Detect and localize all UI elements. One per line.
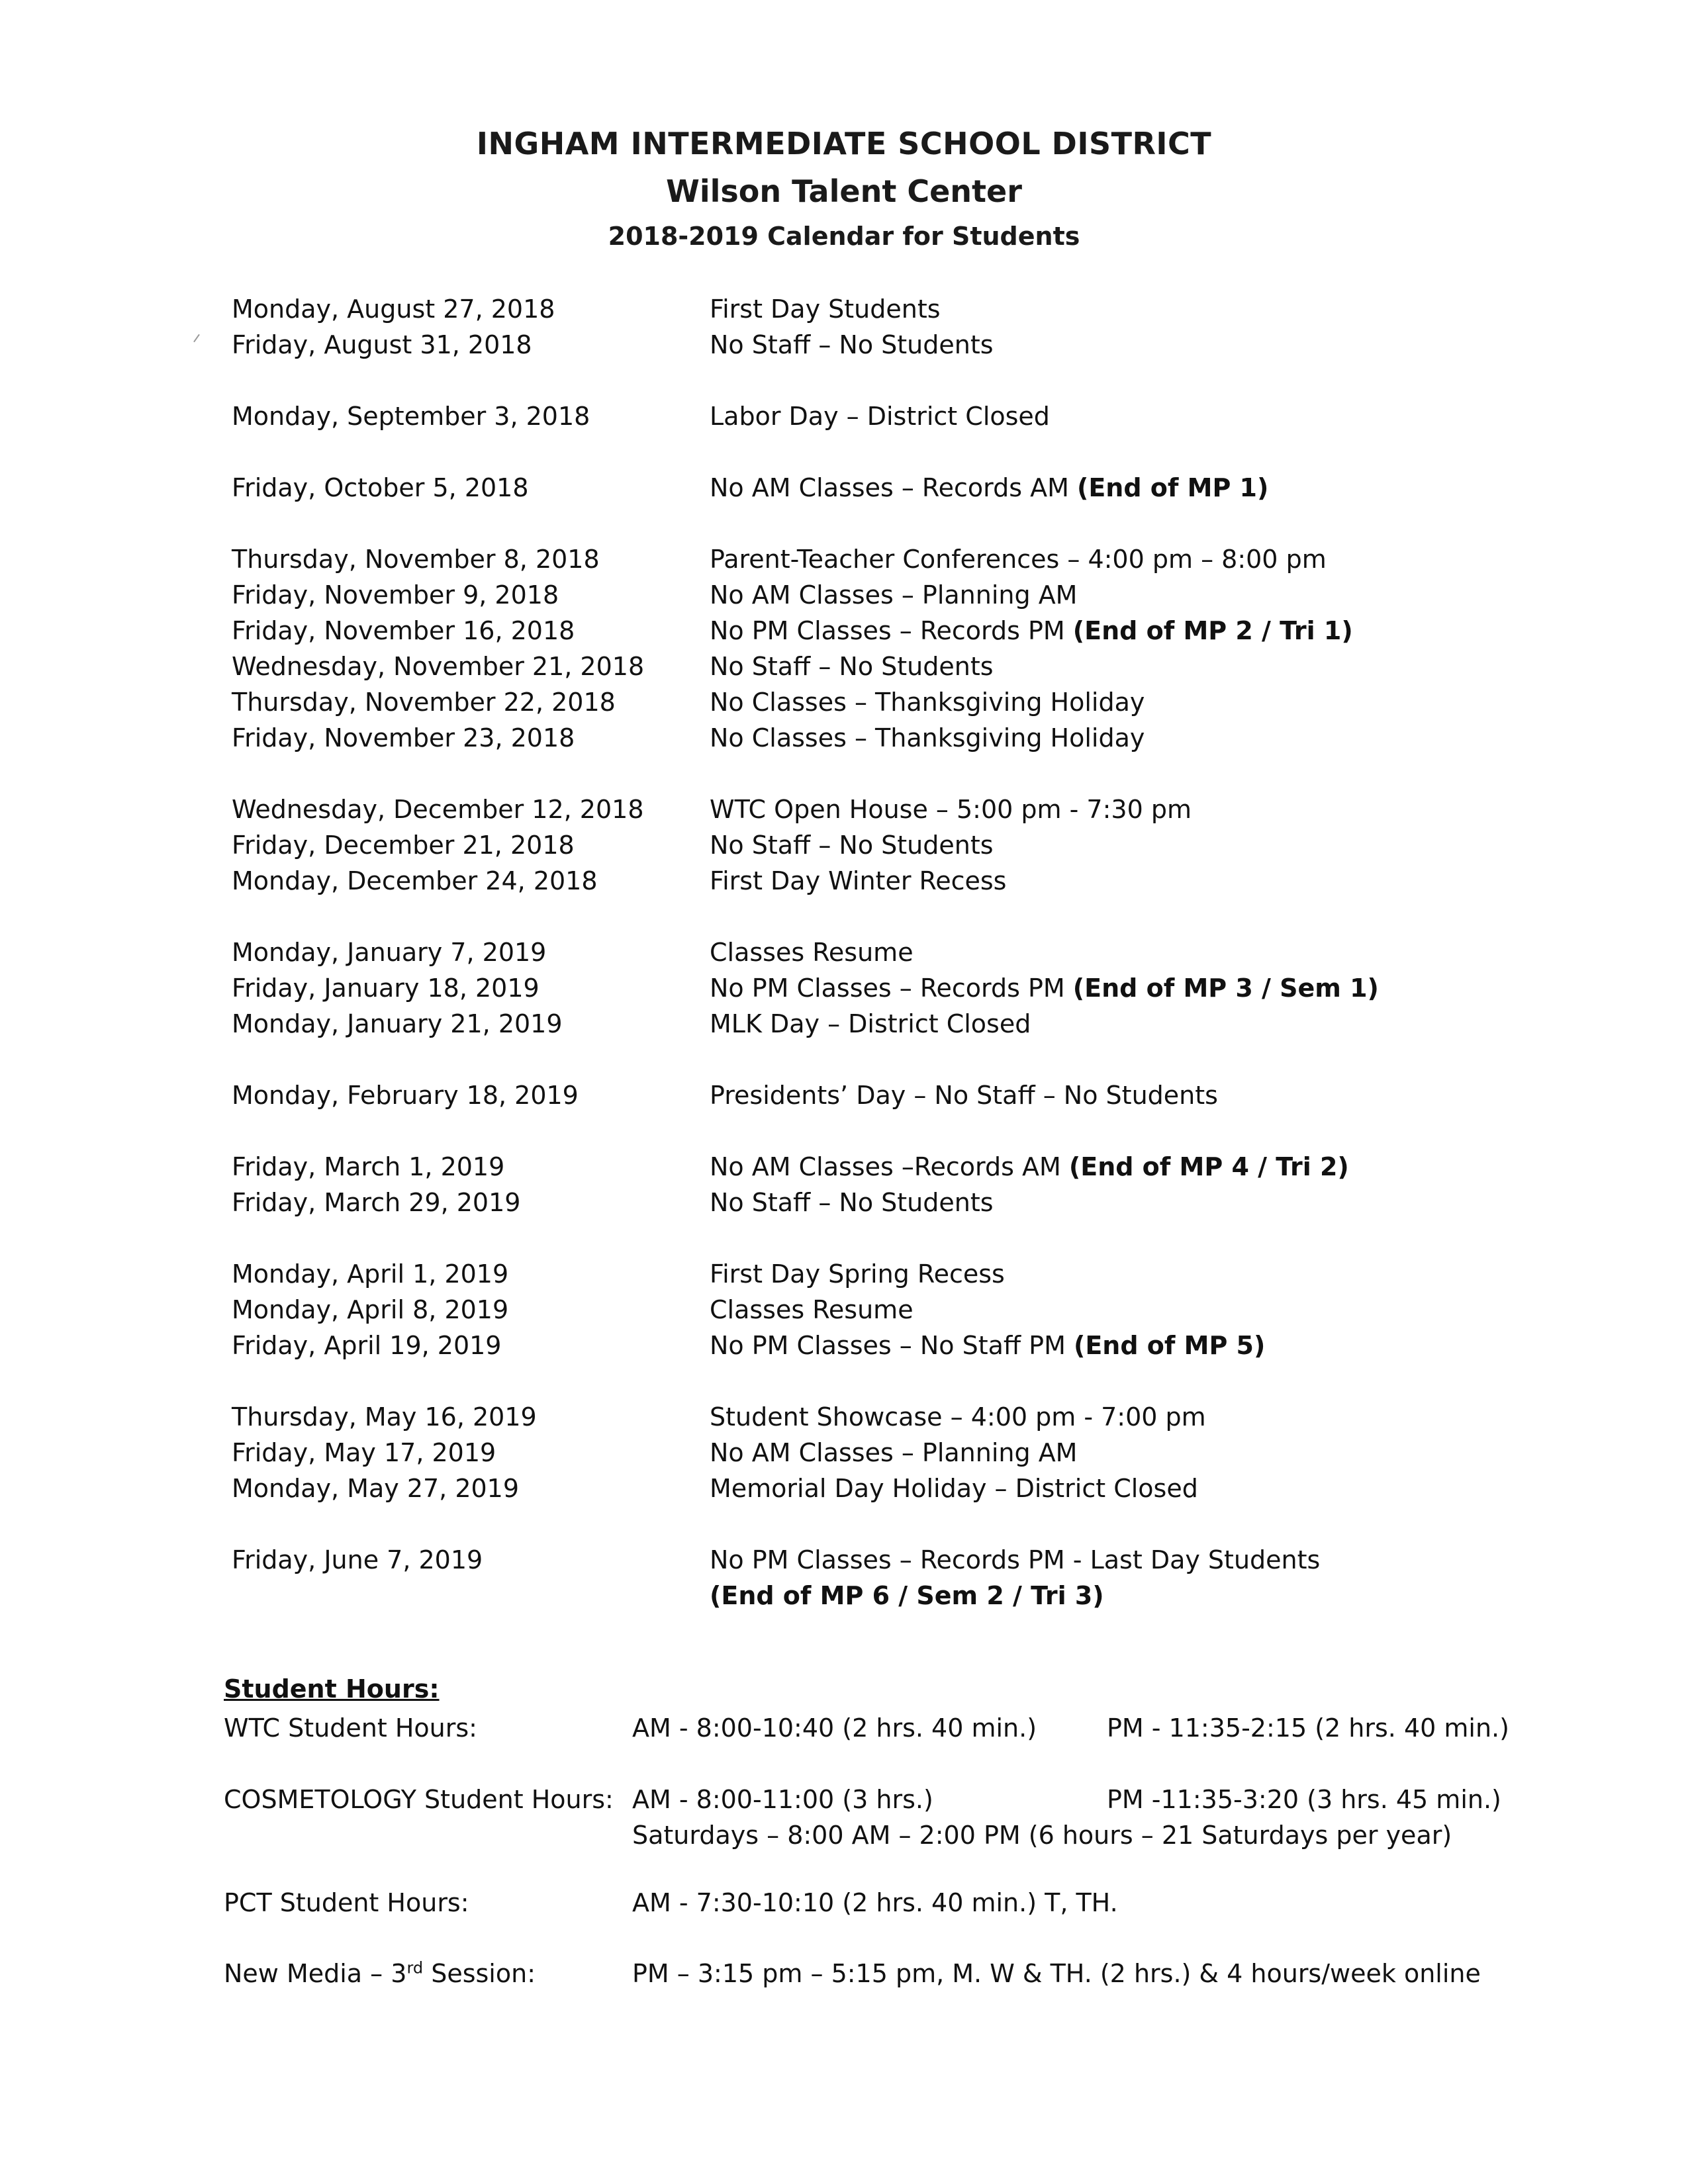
event-date: Friday, June 7, 2019	[232, 1545, 483, 1574]
event-date: Friday, January 18, 2019	[232, 974, 539, 1003]
event-group	[0, 1542, 1688, 1614]
event-date: Thursday, November 22, 2018	[232, 688, 616, 717]
new-media-label-suffix: Session:	[423, 1959, 536, 1988]
event-date: Wednesday, November 21, 2018	[232, 652, 645, 681]
event-row	[0, 1149, 1688, 1185]
event-row	[0, 613, 1688, 649]
event-description-text: Memorial Day Holiday – District Closed	[710, 1474, 1198, 1503]
event-date: Friday, March 29, 2019	[232, 1188, 521, 1217]
cosmetology-hours-label: COSMETOLOGY Student Hours:	[224, 1785, 614, 1814]
wtc-am-hours: AM - 8:00-10:40 (2 hrs. 40 min.)	[632, 1713, 1037, 1743]
event-group	[0, 1399, 1688, 1506]
events-list	[0, 291, 1688, 1649]
event-description-text: Classes Resume	[710, 938, 914, 967]
cosmetology-saturdays-row	[0, 1817, 1688, 1853]
event-description	[710, 1399, 1206, 1435]
wtc-pm-hours: PM - 11:35-2:15 (2 hrs. 40 min.)	[1107, 1713, 1509, 1743]
event-group	[0, 792, 1688, 899]
event-date: Monday, January 21, 2019	[232, 1009, 563, 1038]
event-description-text: MLK Day – District Closed	[710, 1009, 1031, 1038]
event-row	[0, 1578, 1688, 1614]
event-date: Friday, April 19, 2019	[232, 1331, 502, 1360]
calendar-title: 2018-2019 Calendar for Students	[608, 222, 1080, 251]
event-description-text: Labor Day – District Closed	[710, 402, 1050, 431]
event-row	[0, 792, 1688, 827]
event-date: Friday, November 9, 2018	[232, 580, 559, 610]
event-description-text: First Day Winter Recess	[710, 866, 1007, 895]
event-description	[710, 863, 1006, 899]
new-media-pm-hours: PM – 3:15 pm – 5:15 pm, M. W & TH. (2 hrs.) & 4 hours/week online	[632, 1959, 1481, 1988]
event-group	[0, 934, 1688, 1042]
event-description-text: No Staff – No Students	[710, 1188, 994, 1217]
event-description	[710, 1185, 994, 1220]
event-date: Monday, September 3, 2018	[232, 402, 590, 431]
event-description-text: No AM Classes – Planning AM	[710, 1438, 1078, 1467]
event-row	[0, 863, 1688, 899]
event-description	[710, 934, 914, 970]
pct-hours-label: PCT Student Hours:	[224, 1888, 469, 1917]
event-marking-period: (End of MP 5)	[1073, 1331, 1266, 1360]
event-date: Friday, November 16, 2018	[232, 616, 575, 645]
event-date: Thursday, May 16, 2019	[232, 1402, 537, 1432]
event-description	[710, 470, 1268, 506]
event-row	[0, 934, 1688, 970]
event-description	[710, 720, 1145, 756]
event-date: Monday, December 24, 2018	[232, 866, 598, 895]
event-description	[710, 684, 1145, 720]
center-title: Wilson Talent Center	[666, 173, 1022, 209]
event-row	[0, 1542, 1688, 1578]
event-description	[710, 970, 1379, 1006]
event-description-text: No Staff – No Students	[710, 652, 994, 681]
event-description	[710, 398, 1050, 434]
event-row	[0, 1256, 1688, 1292]
event-row	[0, 1471, 1688, 1506]
event-marking-period: (End of MP 2 / Tri 1)	[1072, 616, 1353, 645]
event-row	[0, 720, 1688, 756]
event-row	[0, 577, 1688, 613]
event-description	[710, 1578, 1104, 1614]
district-title: INGHAM INTERMEDIATE SCHOOL DISTRICT	[476, 126, 1212, 161]
new-media-label-prefix: New Media – 3	[224, 1959, 407, 1988]
event-description-text: No AM Classes –Records AM	[710, 1152, 1069, 1181]
event-description-text: WTC Open House – 5:00 pm - 7:30 pm	[710, 795, 1192, 824]
event-description	[710, 649, 994, 684]
event-description-text: First Day Spring Recess	[710, 1259, 1005, 1289]
event-group	[0, 1077, 1688, 1113]
event-date: Monday, April 8, 2019	[232, 1295, 509, 1324]
cosmetology-am-hours: AM - 8:00-11:00 (3 hrs.)	[632, 1785, 933, 1814]
event-group	[0, 541, 1688, 756]
event-row	[0, 649, 1688, 684]
event-description	[710, 1256, 1005, 1292]
event-description-text: No PM Classes – Records PM	[710, 616, 1073, 645]
event-description	[710, 1328, 1265, 1363]
event-group	[0, 470, 1688, 506]
event-description	[710, 1542, 1320, 1578]
wtc-hours-row	[0, 1710, 1688, 1746]
event-description-text: No AM Classes – Planning AM	[710, 580, 1078, 610]
event-group	[0, 398, 1688, 434]
event-description	[710, 827, 994, 863]
event-row	[0, 398, 1688, 434]
event-row	[0, 291, 1688, 327]
event-marking-period: (End of MP 3 / Sem 1)	[1072, 974, 1379, 1003]
event-description-text: No AM Classes – Records AM	[710, 473, 1077, 502]
event-description	[710, 1149, 1349, 1185]
event-row	[0, 541, 1688, 577]
cosmetology-saturday-hours: Saturdays – 8:00 AM – 2:00 PM (6 hours – 21 Saturdays per year)	[632, 1821, 1452, 1850]
event-date: Monday, April 1, 2019	[232, 1259, 509, 1289]
pct-am-hours: AM - 7:30-10:10 (2 hrs. 40 min.) T, TH.	[632, 1888, 1118, 1917]
new-media-hours-label	[224, 1956, 536, 1991]
event-description-text: No Staff – No Students	[710, 330, 994, 359]
event-date: Friday, March 1, 2019	[232, 1152, 505, 1181]
event-date: Thursday, November 8, 2018	[232, 545, 600, 574]
event-description	[710, 792, 1192, 827]
event-description	[710, 613, 1353, 649]
event-row	[0, 1435, 1688, 1471]
event-row	[0, 1185, 1688, 1220]
event-description-text: No Classes – Thanksgiving Holiday	[710, 723, 1145, 752]
event-row	[0, 970, 1688, 1006]
event-row	[0, 684, 1688, 720]
event-date: Monday, February 18, 2019	[232, 1081, 579, 1110]
event-description	[710, 541, 1327, 577]
cosmetology-hours-row	[0, 1782, 1688, 1817]
event-description	[710, 1435, 1077, 1471]
event-description	[710, 327, 994, 363]
event-row	[0, 1328, 1688, 1363]
event-description	[710, 577, 1077, 613]
event-description-text: Student Showcase – 4:00 pm - 7:00 pm	[710, 1402, 1206, 1432]
event-description-text: No PM Classes – No Staff PM	[710, 1331, 1074, 1360]
event-group	[0, 1149, 1688, 1220]
event-description-text: Parent-Teacher Conferences – 4:00 pm – 8:00 pm	[710, 545, 1327, 574]
event-description-text: Presidents’ Day – No Staff – No Students	[710, 1081, 1218, 1110]
event-date: Friday, October 5, 2018	[232, 473, 529, 502]
wtc-hours-label: WTC Student Hours:	[224, 1713, 477, 1743]
event-description	[710, 291, 941, 327]
event-row	[0, 327, 1688, 363]
event-group	[0, 291, 1688, 363]
student-hours-heading: Student Hours:	[224, 1674, 440, 1704]
event-marking-period: (End of MP 4 / Tri 2)	[1068, 1152, 1349, 1181]
event-date: Monday, May 27, 2019	[232, 1474, 520, 1503]
event-description-text: First Day Students	[710, 295, 941, 324]
event-date: Friday, May 17, 2019	[232, 1438, 496, 1467]
event-description	[710, 1292, 914, 1328]
event-date: Monday, January 7, 2019	[232, 938, 547, 967]
event-description-text: No Classes – Thanksgiving Holiday	[710, 688, 1145, 717]
event-row	[0, 1399, 1688, 1435]
event-description	[710, 1077, 1218, 1113]
new-media-label-sup: rd	[406, 1958, 424, 1978]
event-marking-period: (End of MP 1)	[1076, 473, 1269, 502]
event-row	[0, 1292, 1688, 1328]
event-date: Friday, August 31, 2018	[232, 330, 532, 359]
event-row	[0, 1006, 1688, 1042]
event-description-text: No Staff – No Students	[710, 831, 994, 860]
new-media-hours-row	[0, 1956, 1688, 1991]
event-description-text: No PM Classes – Records PM	[710, 974, 1073, 1003]
event-row	[0, 827, 1688, 863]
event-date: Monday, August 27, 2018	[232, 295, 555, 324]
pct-hours-row	[0, 1885, 1688, 1921]
event-date: Friday, December 21, 2018	[232, 831, 575, 860]
event-description	[710, 1006, 1031, 1042]
event-row	[0, 1077, 1688, 1113]
event-row	[0, 470, 1688, 506]
event-date: Friday, November 23, 2018	[232, 723, 575, 752]
event-date: Wednesday, December 12, 2018	[232, 795, 644, 824]
event-description-text: No PM Classes – Records PM - Last Day Students	[710, 1545, 1321, 1574]
event-description	[710, 1471, 1198, 1506]
event-description-text: Classes Resume	[710, 1295, 914, 1324]
cosmetology-pm-hours: PM -11:35-3:20 (3 hrs. 45 min.)	[1107, 1785, 1501, 1814]
event-group	[0, 1256, 1688, 1363]
event-marking-period: (End of MP 6 / Sem 2 / Tri 3)	[710, 1581, 1104, 1610]
